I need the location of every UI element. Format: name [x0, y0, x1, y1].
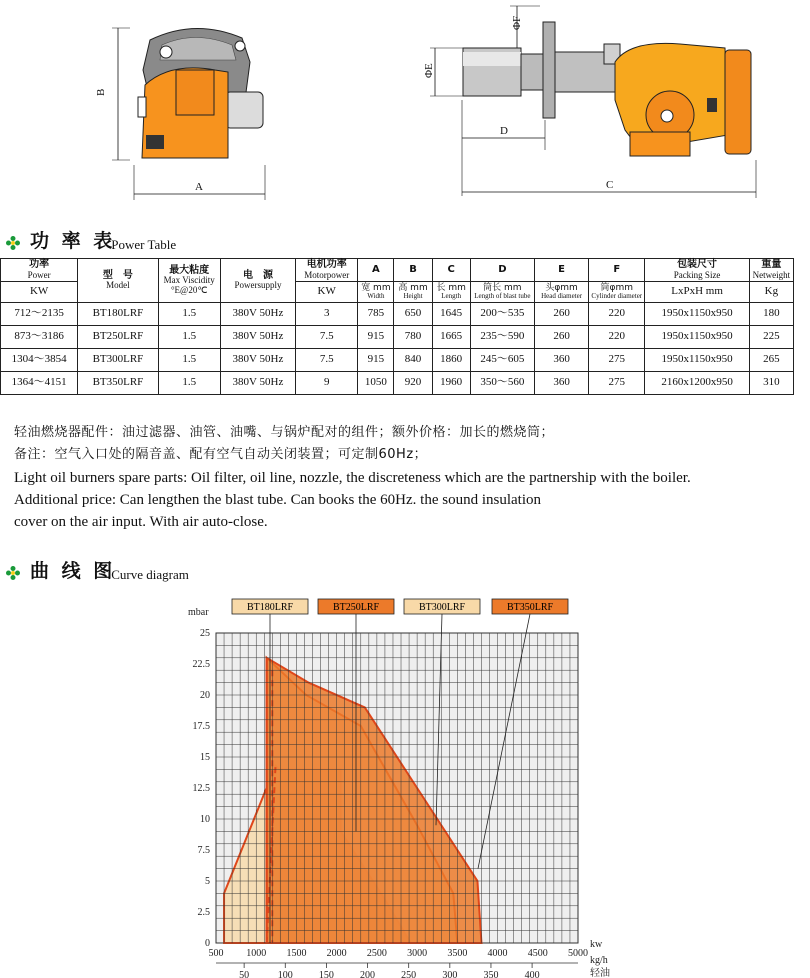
- curve-title-cn: 曲 线 图: [30, 560, 116, 582]
- legend-label-BT350LRF: BT350LRF: [506, 602, 554, 613]
- legend-label-BT250LRF: BT250LRF: [332, 602, 380, 613]
- table-cell: 180: [749, 303, 793, 326]
- x-tick-label-kw: 2000: [326, 948, 347, 959]
- table-header-7: C: [432, 259, 470, 282]
- table-cell: 1950x1150x950: [645, 349, 749, 372]
- table-cell: 245～605: [470, 349, 534, 372]
- table-cell: 350～560: [470, 372, 534, 395]
- dim-b-label: B: [95, 88, 107, 96]
- table-cell: 915: [358, 349, 394, 372]
- table-cell: 360: [534, 372, 588, 395]
- note-cn-remarks: 备注：空气入口处的隔音盖、配有空气自动关闭装置；可定制60Hz；: [14, 447, 428, 463]
- table-cell: 380V 50Hz: [220, 372, 295, 395]
- table-cell: 2160x1200x950: [645, 372, 749, 395]
- y-tick-label: 15: [200, 752, 210, 763]
- table-cell: 1665: [432, 326, 470, 349]
- table-cell: BT250LRF: [78, 326, 158, 349]
- table-cell: BT180LRF: [78, 303, 158, 326]
- table-header-8: D: [470, 259, 534, 282]
- table-cell: 1364～4151: [1, 372, 78, 395]
- note-en-spare-parts: Light oil burners spare parts: Oil filter, oil line, nozzle, the discreteness which are the partnership with the boiler.: [14, 469, 691, 486]
- x-axis-unit-fuel: 轻油: [590, 968, 610, 978]
- dim-c-label: C: [606, 179, 614, 191]
- power-table-title-cn: 功 率 表: [30, 230, 116, 252]
- table-subheader-6: 高 mm Height: [394, 282, 432, 303]
- x-tick-label-kgh: 200: [360, 970, 376, 978]
- table-subheader-4: KW: [296, 282, 358, 303]
- x-tick-label-kw: 4000: [487, 948, 508, 959]
- dim-phi-e-label: ΦE: [423, 63, 435, 78]
- table-cell: 380V 50Hz: [220, 326, 295, 349]
- table-cell: 1960: [432, 372, 470, 395]
- table-cell: 310: [749, 372, 793, 395]
- note-cn-spare-parts: 轻油燃烧器配件：油过滤器、油管、油嘴、与锅炉配对的组件；额外价格：加长的燃烧筒；: [14, 425, 555, 440]
- table-cell: 360: [534, 349, 588, 372]
- table-cell: 220: [589, 326, 645, 349]
- y-tick-label: 22.5: [192, 659, 210, 670]
- table-cell: 265: [749, 349, 793, 372]
- table-cell: 915: [358, 326, 394, 349]
- x-tick-label-kw: 4500: [527, 948, 548, 959]
- table-cell: 9: [296, 372, 358, 395]
- table-cell: 1.5: [158, 372, 220, 395]
- table-cell: 650: [394, 303, 432, 326]
- table-cell: 260: [534, 326, 588, 349]
- x-tick-label-kgh: 50: [239, 970, 250, 978]
- x-tick-label-kw: 1000: [246, 948, 267, 959]
- table-header-10: F: [589, 259, 645, 282]
- table-cell: 840: [394, 349, 432, 372]
- y-tick-label: 10: [200, 814, 210, 825]
- note-en-additional-price: Additional price: Can lengthen the blast tube. Can books the 60Hz. the sound insulation: [14, 491, 541, 508]
- table-header-12: 重量 Netweight: [749, 259, 793, 282]
- y-tick-label: 17.5: [192, 721, 210, 732]
- note-en-cover: cover on the air input. With air auto-close.: [14, 514, 268, 531]
- x-tick-label-kgh: 250: [401, 970, 417, 978]
- y-tick-label: 25: [200, 628, 210, 639]
- dim-d-label: D: [500, 125, 508, 137]
- table-cell: 200～535: [470, 303, 534, 326]
- table-header-11: 包装尺寸 Packing Size: [645, 259, 749, 282]
- x-tick-label-kw: 1500: [286, 948, 307, 959]
- table-cell: 220: [589, 303, 645, 326]
- table-header-6: B: [394, 259, 432, 282]
- table-cell: BT300LRF: [78, 349, 158, 372]
- x-tick-label-kw: 3500: [447, 948, 468, 959]
- table-cell: 1.5: [158, 303, 220, 326]
- table-header-3: 电 源 Powersupply: [220, 259, 295, 303]
- table-cell: 1050: [358, 372, 394, 395]
- curve-title-en: Curve diagram: [111, 567, 189, 582]
- y-tick-label: 7.5: [197, 845, 210, 856]
- table-cell: 780: [394, 326, 432, 349]
- table-cell: 1304～3854: [1, 349, 78, 372]
- table-header-0: 功率 Power: [1, 259, 78, 282]
- table-header-9: E: [534, 259, 588, 282]
- y-tick-label: 0: [205, 938, 210, 949]
- dim-phi-f-label: ΦF: [511, 15, 523, 30]
- table-cell: 380V 50Hz: [220, 303, 295, 326]
- table-cell: 7.5: [296, 326, 358, 349]
- x-tick-label-kw: 500: [208, 948, 224, 959]
- y-tick-label: 12.5: [192, 783, 210, 794]
- table-cell: 275: [589, 372, 645, 395]
- table-cell: 873～3186: [1, 326, 78, 349]
- x-tick-label-kgh: 100: [277, 970, 293, 978]
- table-cell: 235～590: [470, 326, 534, 349]
- table-subheader-7: 长 mm Length: [432, 282, 470, 303]
- x-tick-label-kgh: 150: [318, 970, 334, 978]
- table-cell: 1860: [432, 349, 470, 372]
- table-header-2: 最大粘度 Max Viscidity °E@20℃: [158, 259, 220, 303]
- table-cell: 712～2135: [1, 303, 78, 326]
- table-subheader-11: LxPxH mm: [645, 282, 749, 303]
- table-cell: 1645: [432, 303, 470, 326]
- table-subheader-5: 宽 mm Width: [358, 282, 394, 303]
- x-tick-label-kw: 5000: [568, 948, 588, 959]
- table-cell: 260: [534, 303, 588, 326]
- table-cell: 1.5: [158, 349, 220, 372]
- x-axis-unit-kgh: kg/h: [590, 955, 608, 966]
- power-table-title-en: Power Table: [111, 237, 177, 252]
- x-tick-label-kw: 2500: [366, 948, 387, 959]
- x-tick-label-kgh: 350: [483, 970, 499, 978]
- table-cell: 785: [358, 303, 394, 326]
- x-tick-label-kgh: 300: [442, 970, 458, 978]
- table-cell: 1950x1150x950: [645, 326, 749, 349]
- dim-a-label: A: [195, 181, 203, 193]
- table-subheader-0: KW: [1, 282, 78, 303]
- table-header-4: 电机功率 Motorpower: [296, 259, 358, 282]
- table-header-5: A: [358, 259, 394, 282]
- y-tick-label: 20: [200, 690, 210, 701]
- table-cell: 1.5: [158, 326, 220, 349]
- table-subheader-10: 筒φmm Cylinder diameter: [589, 282, 645, 303]
- x-tick-label-kw: 3000: [407, 948, 428, 959]
- legend-label-BT300LRF: BT300LRF: [418, 602, 466, 613]
- table-cell: 1950x1150x950: [645, 303, 749, 326]
- table-header-1: 型 号 Model: [78, 259, 158, 303]
- table-subheader-12: Kg: [749, 282, 793, 303]
- table-subheader-9: 头φmm Head diameter: [534, 282, 588, 303]
- table-cell: BT350LRF: [78, 372, 158, 395]
- y-tick-label: 2.5: [197, 907, 210, 918]
- legend-label-BT180LRF: BT180LRF: [246, 602, 294, 613]
- table-cell: 7.5: [296, 349, 358, 372]
- table-cell: 380V 50Hz: [220, 349, 295, 372]
- table-cell: 225: [749, 326, 793, 349]
- x-tick-label-kgh: 400: [524, 970, 540, 978]
- table-cell: 3: [296, 303, 358, 326]
- y-axis-unit: mbar: [188, 607, 209, 618]
- table-cell: 275: [589, 349, 645, 372]
- y-tick-label: 5: [205, 876, 210, 887]
- x-axis-unit-kw: kw: [590, 939, 603, 950]
- table-cell: 920: [394, 372, 432, 395]
- table-subheader-8: 筒长 mm Length of blast tube: [470, 282, 534, 303]
